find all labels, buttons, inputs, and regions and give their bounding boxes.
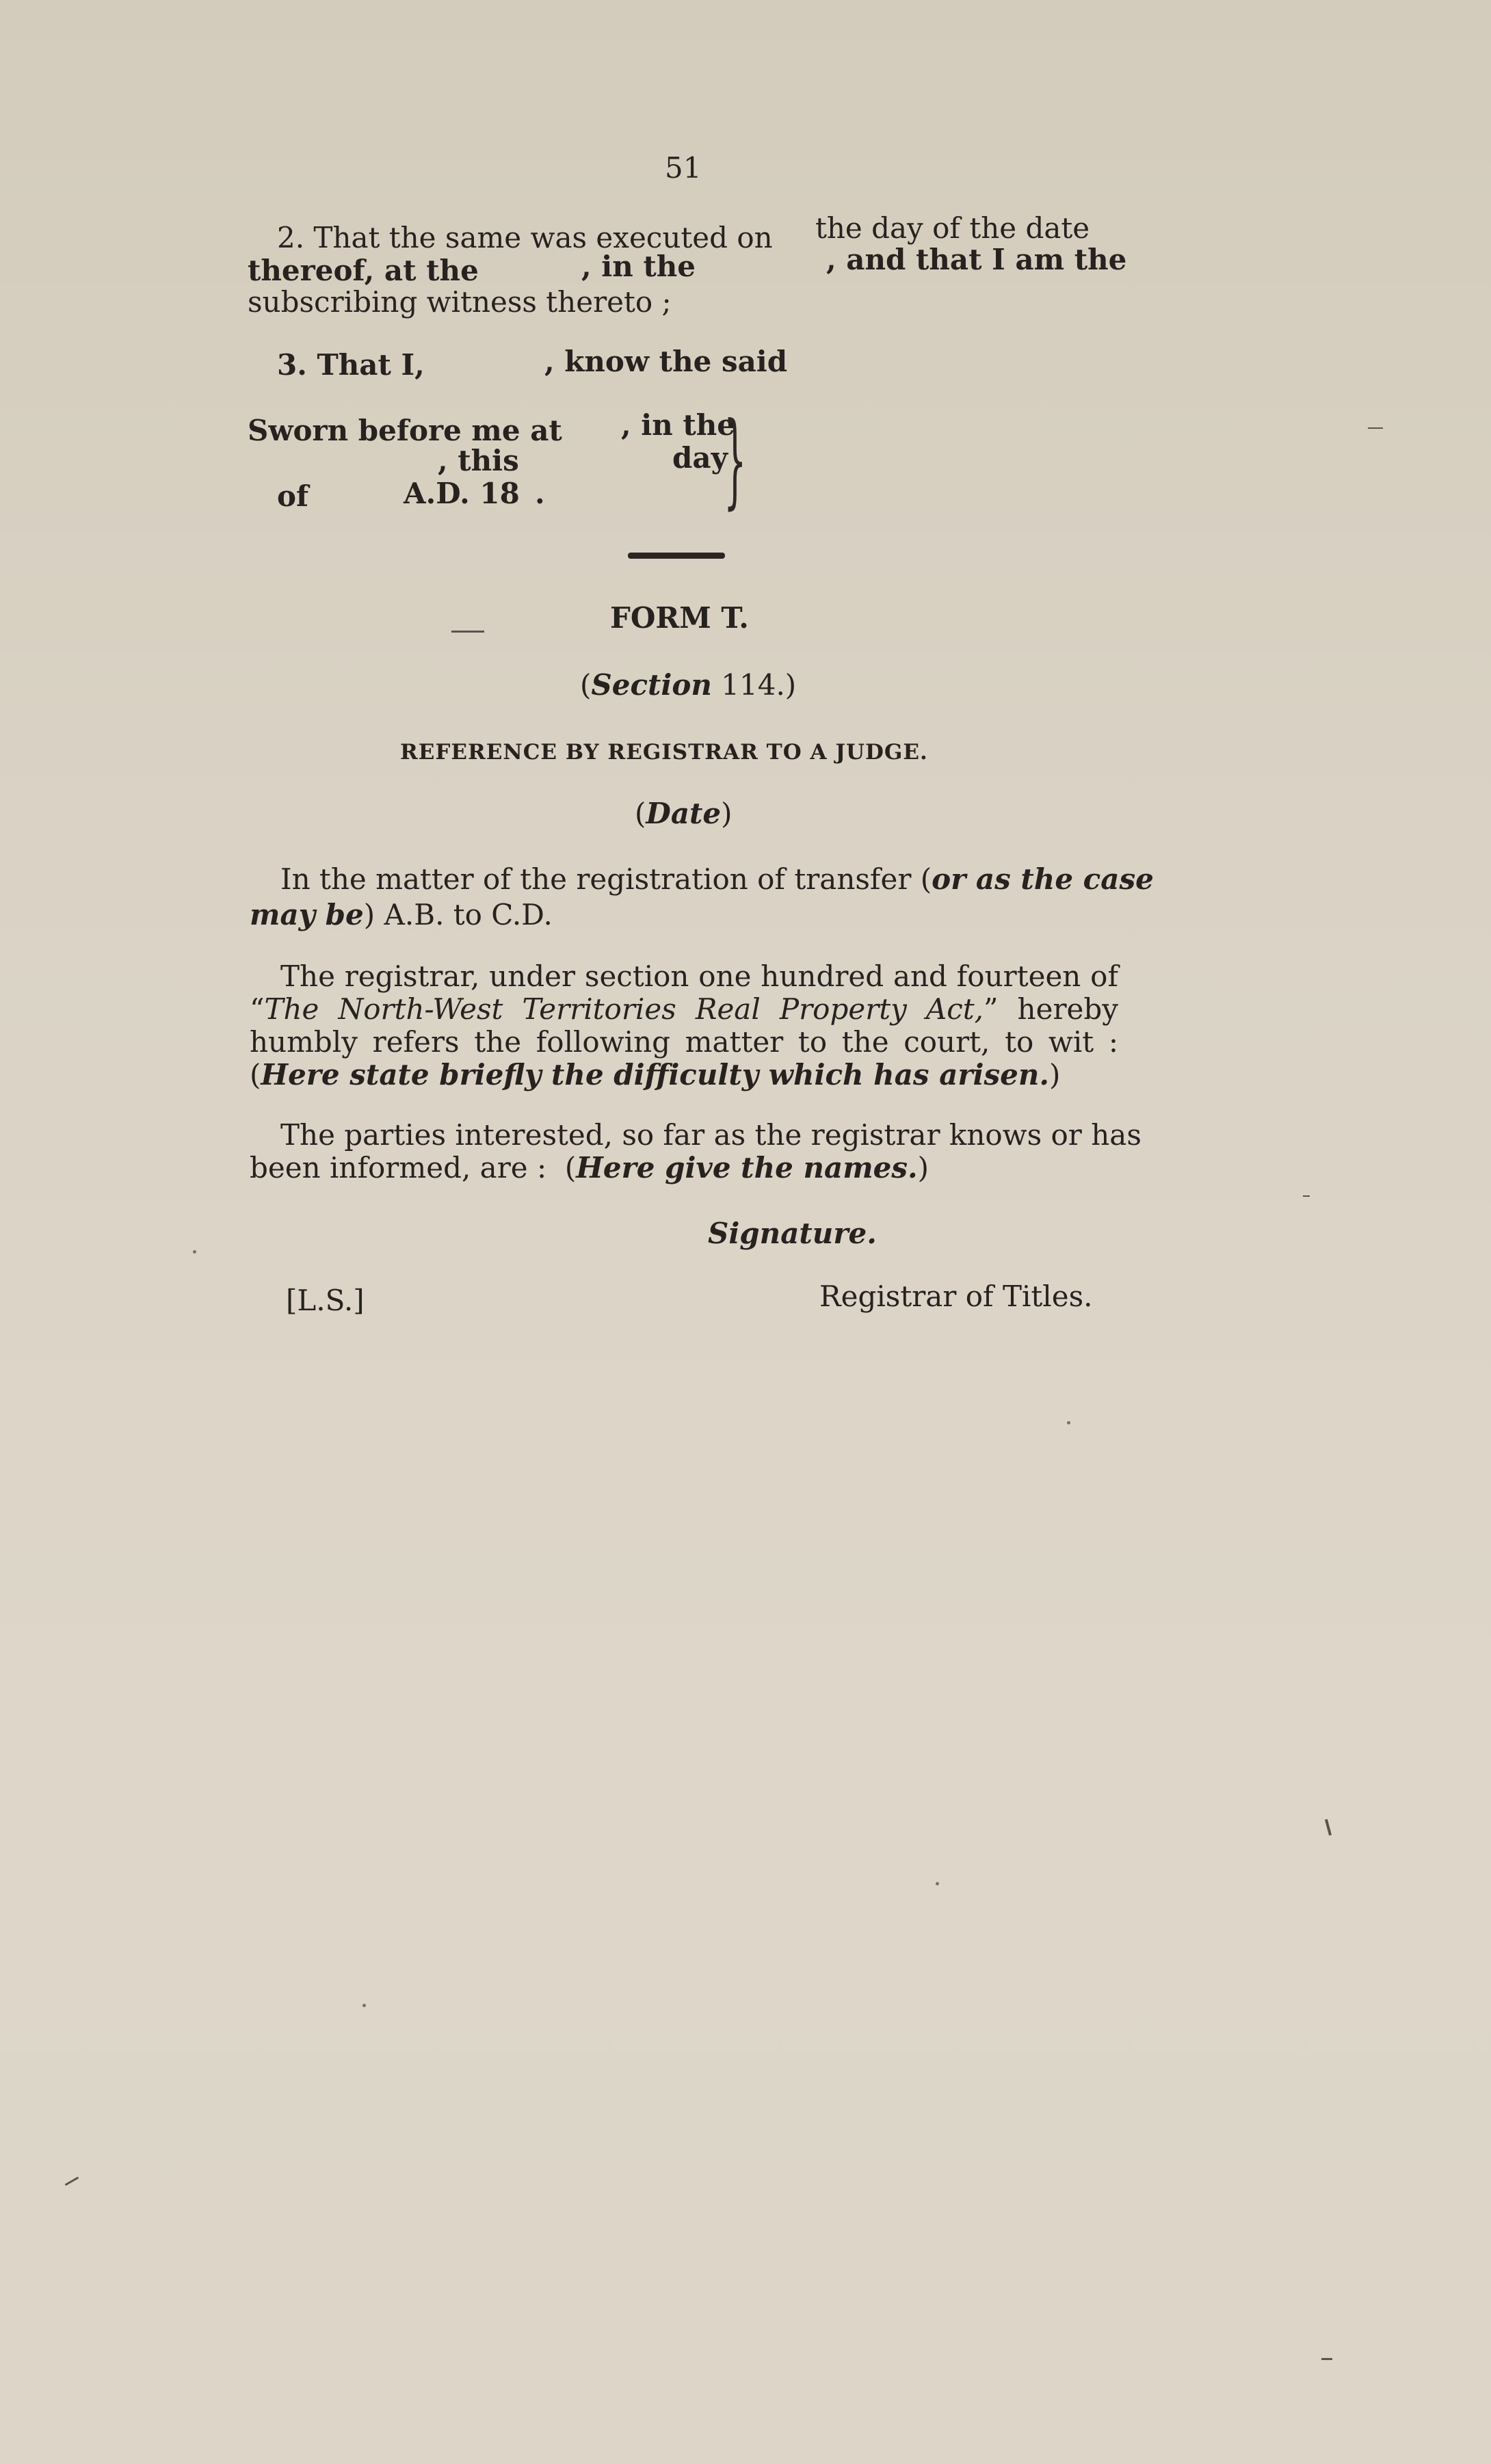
sworn-line2-a: , this bbox=[438, 444, 519, 477]
matter-line2 bbox=[250, 899, 553, 931]
date-close: ) bbox=[721, 797, 733, 830]
section-number: 114.) bbox=[721, 668, 797, 702]
margin-mark bbox=[65, 2177, 79, 2186]
paper-speck bbox=[193, 1250, 196, 1254]
para3-a: 3. That I, bbox=[277, 348, 425, 382]
sworn-line3-b: A.D. 18 bbox=[404, 477, 520, 510]
paper-speck bbox=[936, 1882, 939, 1885]
sworn-line3-a: of bbox=[277, 479, 309, 513]
registrar-line2 bbox=[250, 993, 1118, 1026]
margin-mark bbox=[1321, 2358, 1332, 2360]
para2-line1-a: 2. That the same was executed on bbox=[277, 221, 773, 254]
para3-b: , know the said bbox=[544, 345, 788, 378]
registrar-line3: humbly refers the following matter to the court, to wit : bbox=[250, 1025, 1118, 1059]
para2-line2-b: , in the bbox=[581, 250, 696, 283]
date-word: Date bbox=[646, 797, 722, 830]
date-open: ( bbox=[635, 797, 646, 830]
parties-line2-it: Here give the names. bbox=[576, 1151, 918, 1184]
form-title: FORM T. bbox=[610, 601, 749, 635]
para2-line3: subscribing witness thereto ; bbox=[248, 285, 672, 319]
parties-line2-a: been informed, are : bbox=[250, 1151, 547, 1184]
parties-line2-open: ( bbox=[564, 1151, 577, 1184]
para2-line2-a: thereof, at the bbox=[248, 254, 479, 287]
margin-mark bbox=[1325, 1819, 1332, 1836]
matter-line1-b: or as the case bbox=[932, 862, 1154, 896]
stray-mark bbox=[451, 631, 484, 633]
sworn-line1-a: Sworn before me at bbox=[248, 414, 562, 447]
parties-line1: The parties interested, so far as the registrar knows or has bbox=[280, 1118, 1142, 1152]
margin-mark bbox=[1303, 1195, 1310, 1197]
section-reference bbox=[580, 669, 796, 702]
paper-speck bbox=[1067, 1421, 1070, 1425]
para2-line1-b: the day of the date bbox=[815, 211, 1090, 245]
registrar-line2-b: ” hereby bbox=[984, 992, 1118, 1026]
registrar-line2-open: “ bbox=[250, 992, 265, 1026]
section-rule bbox=[628, 553, 725, 559]
paper-speck bbox=[362, 2004, 366, 2007]
section-open: ( bbox=[580, 668, 592, 702]
registrar-paragraph bbox=[250, 960, 1118, 1091]
act-name: The North-West Territories Real Property Act, bbox=[264, 992, 984, 1026]
parties-line2-close: ) bbox=[917, 1151, 929, 1184]
margin-mark bbox=[1368, 427, 1383, 429]
sworn-line2-b: day bbox=[672, 441, 728, 475]
reference-heading: REFERENCE BY REGISTRAR TO A JUDGE. bbox=[400, 740, 928, 765]
date-line bbox=[635, 797, 733, 830]
matter-line2-a: may be bbox=[250, 898, 364, 931]
registrar-line1: The registrar, under section one hundred and fourteen of bbox=[280, 959, 1118, 993]
para2-line2-c: , and that I am the bbox=[826, 243, 1127, 276]
parties-line2 bbox=[250, 1152, 1118, 1184]
parties-paragraph bbox=[250, 1118, 1142, 1184]
curly-brace-icon: } bbox=[724, 401, 747, 520]
registrar-line4 bbox=[250, 1059, 1118, 1091]
sworn-line3-c: . bbox=[535, 477, 545, 510]
matter-line2-b: ) A.B. to C.D. bbox=[363, 898, 553, 931]
registrar-line4-close: ) bbox=[1049, 1058, 1061, 1091]
page-number: 51 bbox=[665, 151, 702, 185]
sworn-line1-b: , in the bbox=[621, 408, 736, 442]
registrar-title: Registrar of Titles. bbox=[819, 1280, 1093, 1313]
matter-line1-a: In the matter of the registration of transfer ( bbox=[280, 862, 932, 896]
signature-label: Signature. bbox=[708, 1217, 877, 1250]
seal-label: [L.S.] bbox=[286, 1284, 365, 1317]
matter-line1 bbox=[280, 863, 1154, 896]
section-word: Section bbox=[591, 668, 712, 702]
registrar-line4-it: Here state briefly the difficulty which has arisen. bbox=[261, 1058, 1050, 1091]
registrar-line4-open: ( bbox=[250, 1058, 261, 1091]
